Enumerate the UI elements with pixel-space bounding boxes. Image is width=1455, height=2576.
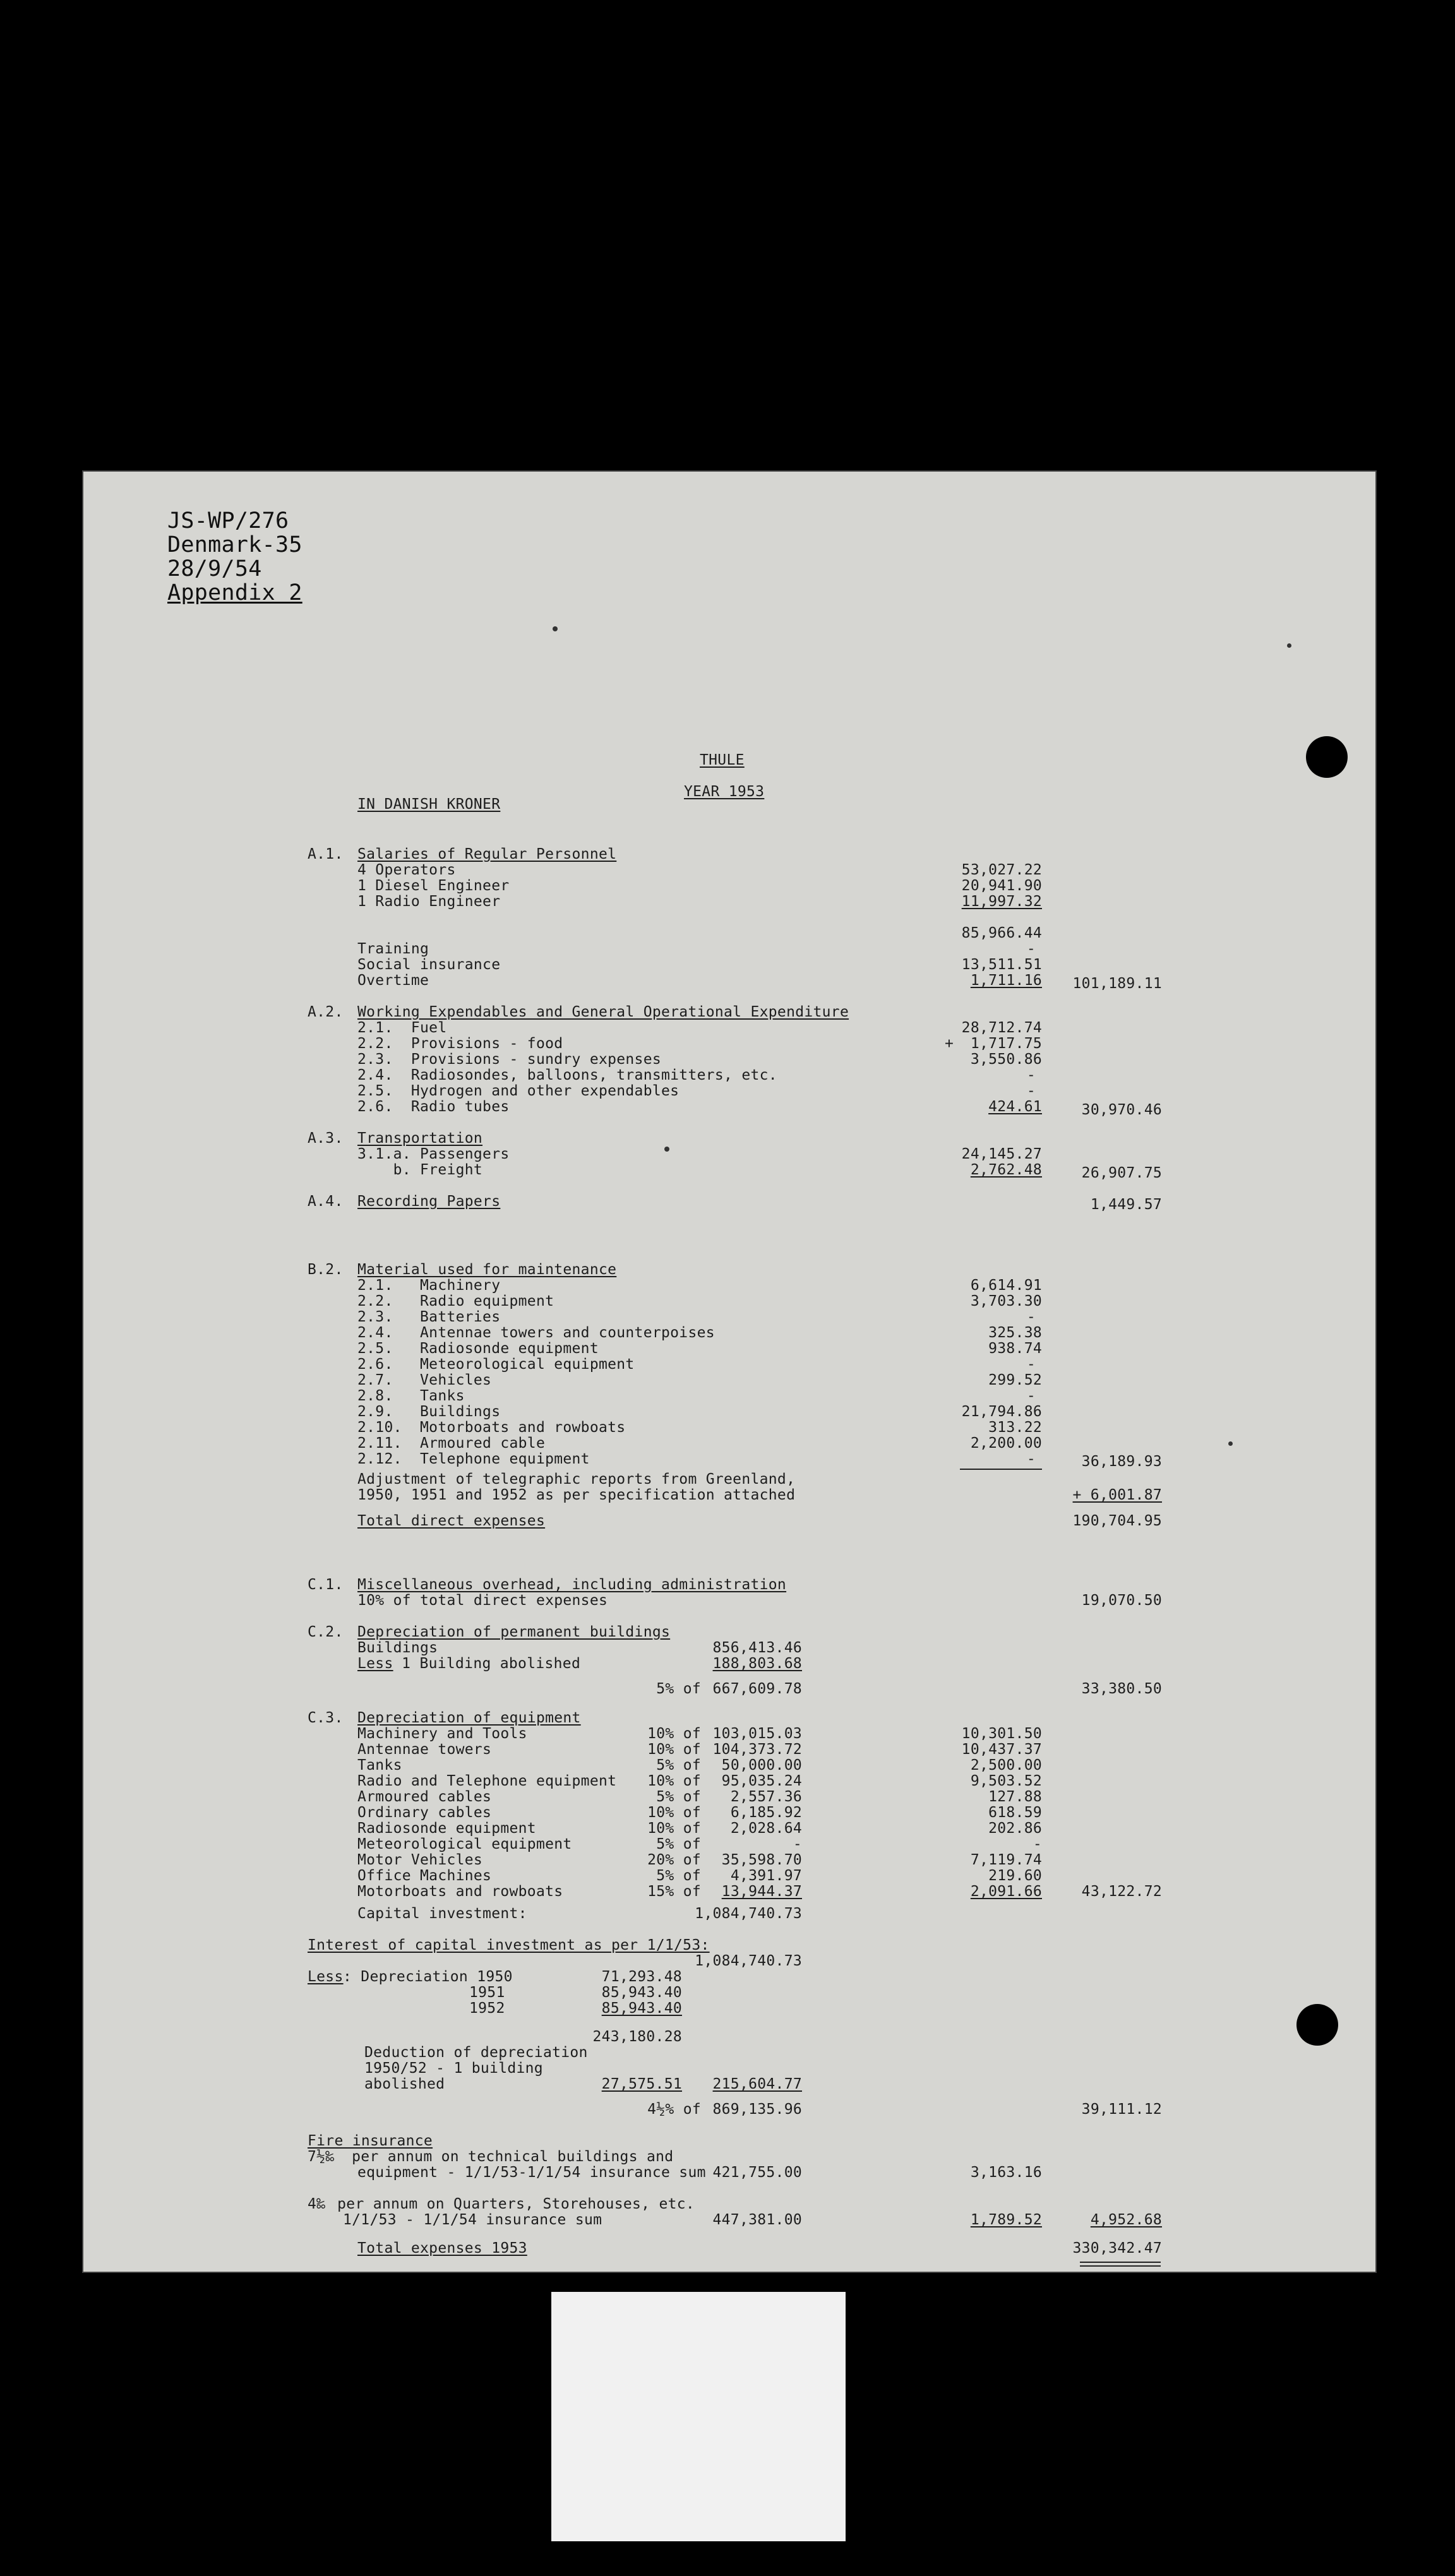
depreciation-label: : Depreciation 1950 [343, 1969, 513, 1985]
section-heading: Recording Papers [357, 1193, 501, 1210]
adjustment-text: 1950, 1951 and 1952 as per specification attached [357, 1487, 796, 1503]
line-value: - [1026, 941, 1036, 957]
line-label: 3.1.a. Passengers [357, 1146, 510, 1162]
line-value: 6,614.91 [970, 1277, 1042, 1294]
line-value: - [1026, 1388, 1036, 1404]
adjustment-text: Adjustment of telegraphic reports from Greenland, [357, 1471, 796, 1488]
section-code: C.1. [308, 1577, 344, 1593]
section-heading: Depreciation of equipment [357, 1710, 581, 1726]
line-value: 188,803.68 [712, 1655, 802, 1672]
double-rule [1080, 2265, 1161, 2267]
section-total: 1,449.57 [1090, 1196, 1162, 1213]
fire-text: 1/1/53 - 1/1/54 insurance sum [343, 2212, 602, 2228]
fire-rate: 4‰ [308, 2196, 326, 2212]
equipment-label: Machinery and Tools [357, 1726, 527, 1742]
section-total: 43,122.72 [1081, 1883, 1162, 1900]
equipment-rate: 15% of [647, 1883, 701, 1900]
equipment-value: 2,091.66 [970, 1883, 1042, 1900]
equipment-base: - [793, 1836, 802, 1852]
equipment-rate: 20% of [647, 1852, 701, 1868]
equipment-base: 95,035.24 [721, 1773, 802, 1789]
dep-sum: 243,180.28 [592, 2029, 682, 2045]
year-title: YEAR 1953 [684, 784, 765, 800]
equipment-value: 2,500.00 [970, 1757, 1042, 1774]
currency-label: IN DANISH KRONER [357, 796, 501, 813]
equipment-value: 10,437.37 [961, 1741, 1042, 1758]
line-label: Buildings [357, 1640, 438, 1656]
adjustment-value: + 6,001.87 [1072, 1487, 1162, 1503]
line-value: 2,200.00 [970, 1435, 1042, 1452]
section-code: A.1. [308, 846, 344, 862]
equipment-label: Motorboats and rowboats [357, 1883, 563, 1900]
line-value: 938.74 [988, 1340, 1042, 1357]
line-value: 325.38 [988, 1325, 1042, 1341]
line-label: Overtime [357, 972, 429, 989]
rate: 5% of [656, 1681, 701, 1697]
doc-appendix: Appendix 2 [167, 580, 302, 605]
line-value: 24,145.27 [961, 1146, 1042, 1162]
line-label: 2.4. Antennae towers and counterpoises [357, 1325, 715, 1341]
fire-base: 447,381.00 [712, 2212, 802, 2228]
speck [1228, 1441, 1233, 1446]
line-value: 21,794.86 [961, 1404, 1042, 1420]
section-code: C.3. [308, 1710, 344, 1726]
deduction-text: Deduction of depreciation [364, 2044, 588, 2061]
equipment-label: Office Machines [357, 1868, 492, 1884]
fire-value: 3,163.16 [970, 2164, 1042, 2181]
equipment-value: 9,503.52 [970, 1773, 1042, 1789]
fire-text: per annum on technical buildings and [343, 2149, 674, 2165]
deduction-text: 1950/52 - 1 building [364, 2060, 543, 2077]
equipment-base: 50,000.00 [721, 1757, 802, 1774]
section-code: A.3. [308, 1130, 344, 1147]
section-total: 30,970.46 [1081, 1102, 1162, 1118]
line-label: 2.7. Vehicles [357, 1372, 492, 1388]
doc-country: Denmark-35 [167, 532, 302, 558]
document-page [82, 470, 1377, 2273]
equipment-rate: 5% of [656, 1757, 701, 1774]
interest-heading: Interest of capital investment as per 1/1/53: [308, 1937, 710, 1953]
line-value: 3,703.30 [970, 1293, 1042, 1309]
base-value: 869,135.96 [712, 2101, 802, 2118]
line-label: 2.10. Motorboats and rowboats [357, 1419, 626, 1436]
doc-ref: JS-WP/276 [167, 508, 289, 534]
line-label: 4 Operators [357, 862, 456, 878]
equipment-base: 2,028.64 [730, 1820, 802, 1837]
section-code: C.2. [308, 1624, 344, 1640]
equipment-label: Radiosonde equipment [357, 1820, 536, 1837]
dep-value: 85,943.40 [601, 1984, 682, 2001]
equipment-base: 2,557.36 [730, 1789, 802, 1805]
section-heading: Depreciation of permanent buildings [357, 1624, 671, 1640]
line-label: 2.2. Radio equipment [357, 1293, 554, 1309]
equipment-rate: 10% of [647, 1804, 701, 1821]
section-total: 19,070.50 [1081, 1592, 1162, 1609]
equipment-base: 6,185.92 [730, 1804, 802, 1821]
section-code: B.2. [308, 1261, 344, 1278]
line-value: 28,712.74 [961, 1020, 1042, 1036]
grand-total-value: 330,342.47 [1072, 2240, 1162, 2257]
fire-value: 1,789.52 [970, 2212, 1042, 2228]
section-total: 36,189.93 [1081, 1453, 1162, 1470]
line-label: 2.8. Tanks [357, 1388, 465, 1404]
line-value: 20,941.90 [961, 878, 1042, 894]
direct-total-label: Total direct expenses [357, 1513, 546, 1529]
equipment-label: Armoured cables [357, 1789, 492, 1805]
equipment-label: Motor Vehicles [357, 1852, 483, 1868]
less-prefix: Less [357, 1655, 393, 1672]
line-label: 2.5. Hydrogen and other expendables [357, 1083, 680, 1099]
line-value: 313.22 [988, 1419, 1042, 1436]
line-value: 3,550.86 [970, 1051, 1042, 1068]
less-total: 215,604.77 [712, 2076, 802, 2092]
speck [664, 1147, 669, 1152]
direct-total-value: 190,704.95 [1072, 1513, 1162, 1529]
capital-label: Capital investment: [357, 1905, 527, 1922]
capital-value: 1,084,740.73 [695, 1953, 802, 1969]
capital-value: 1,084,740.73 [695, 1905, 802, 1922]
line-value: 11,997.32 [961, 893, 1042, 910]
line-label: 2.6. Radio tubes [357, 1099, 510, 1115]
equipment-label: Radio and Telephone equipment [357, 1773, 617, 1789]
section-heading: Miscellaneous overhead, including administration [357, 1577, 787, 1593]
speck [553, 626, 558, 631]
less-prefix: Less [308, 1969, 344, 1985]
equipment-value: 10,301.50 [961, 1726, 1042, 1742]
speck [1287, 643, 1291, 648]
dep-year: 1951 [469, 1984, 505, 2001]
line-value: - [1026, 1451, 1036, 1467]
subtotal-value: 85,966.44 [961, 925, 1042, 941]
section-heading: Salaries of Regular Personnel [357, 846, 617, 862]
base-value: 667,609.78 [712, 1681, 802, 1697]
equipment-label: Antennae towers [357, 1741, 492, 1758]
line-label: 2.3. Batteries [357, 1309, 501, 1325]
line-label: 1 Diesel Engineer [357, 878, 510, 894]
equipment-label: Meteorological equipment [357, 1836, 572, 1852]
line-value: 2,762.48 [970, 1162, 1042, 1178]
equipment-value: 202.86 [988, 1820, 1042, 1837]
deduction-value: 27,575.51 [601, 2076, 682, 2092]
equipment-value: 127.88 [988, 1789, 1042, 1805]
line-value: 1,711.16 [970, 972, 1042, 989]
equipment-base: 103,015.03 [712, 1726, 802, 1742]
line-label: 2.5. Radiosonde equipment [357, 1340, 599, 1357]
line-label: 2.9. Buildings [357, 1404, 501, 1420]
equipment-base: 35,598.70 [721, 1852, 802, 1868]
line-label: Training [357, 941, 429, 957]
equipment-value: 618.59 [988, 1804, 1042, 1821]
fire-text: per annum on Quarters, Storehouses, etc. [328, 2196, 695, 2212]
section-heading: Transportation [357, 1130, 483, 1147]
equipment-base: 104,373.72 [712, 1741, 802, 1758]
section-total: 4,952.68 [1090, 2212, 1162, 2228]
line-label: 2.1. Machinery [357, 1277, 501, 1294]
equipment-value: 219.60 [988, 1868, 1042, 1884]
fire-rate: 7½‰ [308, 2149, 335, 2165]
equipment-label: Tanks [357, 1757, 402, 1774]
section-code: A.4. [308, 1193, 344, 1210]
line-label: 2.4. Radiosondes, balloons, transmitters, etc. [357, 1067, 777, 1083]
line-label: b. Freight [357, 1162, 483, 1178]
equipment-rate: 10% of [647, 1820, 701, 1837]
fire-text: equipment - 1/1/53-1/1/54 insurance sum [357, 2164, 706, 2181]
line-value: - [1026, 1356, 1036, 1373]
plus-mark: + [945, 1035, 954, 1052]
line-label: 10% of total direct expenses [357, 1592, 608, 1609]
line-label: 2.2. Provisions - food [357, 1035, 563, 1052]
line-value: 1,717.75 [970, 1035, 1042, 1052]
punch-hole-bottom [1296, 2004, 1338, 2046]
line-value: 53,027.22 [961, 862, 1042, 878]
equipment-rate: 10% of [647, 1726, 701, 1742]
fire-base: 421,755.00 [712, 2164, 802, 2181]
dep-value: 85,943.40 [601, 2000, 682, 2017]
equipment-base: 4,391.97 [730, 1868, 802, 1884]
line-value: - [1026, 1309, 1036, 1325]
deduction-text: abolished [364, 2076, 445, 2092]
equipment-value: 7,119.74 [970, 1852, 1042, 1868]
line-value: - [1026, 1083, 1036, 1099]
line-label: 1 Building abolished [393, 1655, 581, 1672]
doc-date: 28/9/54 [167, 556, 262, 581]
equipment-label: Ordinary cables [357, 1804, 492, 1821]
section-code: A.2. [308, 1004, 344, 1020]
dep-year: 1952 [469, 2000, 505, 2017]
section-heading: Working Expendables and General Operational Expenditure [357, 1004, 849, 1020]
line-value: 424.61 [988, 1099, 1042, 1115]
line-label: Social insurance [357, 957, 501, 973]
punch-hole-top [1306, 736, 1348, 778]
fire-heading: Fire insurance [308, 2133, 433, 2149]
station-title: THULE [700, 752, 745, 768]
equipment-rate: 10% of [647, 1741, 701, 1758]
line-value: - [1026, 1067, 1036, 1083]
blank-card [551, 2292, 846, 2541]
section-total: 26,907.75 [1081, 1165, 1162, 1181]
line-value: 856,413.46 [712, 1640, 802, 1656]
dep-value: 71,293.48 [601, 1969, 682, 1985]
line-label: 2.12. Telephone equipment [357, 1451, 590, 1467]
line-value: 13,511.51 [961, 957, 1042, 973]
equipment-rate: 5% of [656, 1789, 701, 1805]
line-label: 2.11. Armoured cable [357, 1435, 546, 1452]
grand-total-label: Total expenses 1953 [357, 2240, 527, 2257]
section-total: 33,380.50 [1081, 1681, 1162, 1697]
section-total: 39,111.12 [1081, 2101, 1162, 2118]
double-rule [1080, 2262, 1161, 2263]
line-label: 1 Radio Engineer [357, 893, 501, 910]
equipment-rate: 10% of [647, 1773, 701, 1789]
line-label: 2.6. Meteorological equipment [357, 1356, 635, 1373]
equipment-value: - [1033, 1836, 1042, 1852]
equipment-rate: 5% of [656, 1868, 701, 1884]
line-label: 2.1. Fuel [357, 1020, 447, 1036]
section-heading: Material used for maintenance [357, 1261, 617, 1278]
line-label: 2.3. Provisions - sundry expenses [357, 1051, 662, 1068]
section-total: 101,189.11 [1072, 975, 1162, 992]
equipment-rate: 5% of [656, 1836, 701, 1852]
rate: 4½% of [647, 2101, 701, 2118]
equipment-base: 13,944.37 [721, 1883, 802, 1900]
line-value: 299.52 [988, 1372, 1042, 1388]
